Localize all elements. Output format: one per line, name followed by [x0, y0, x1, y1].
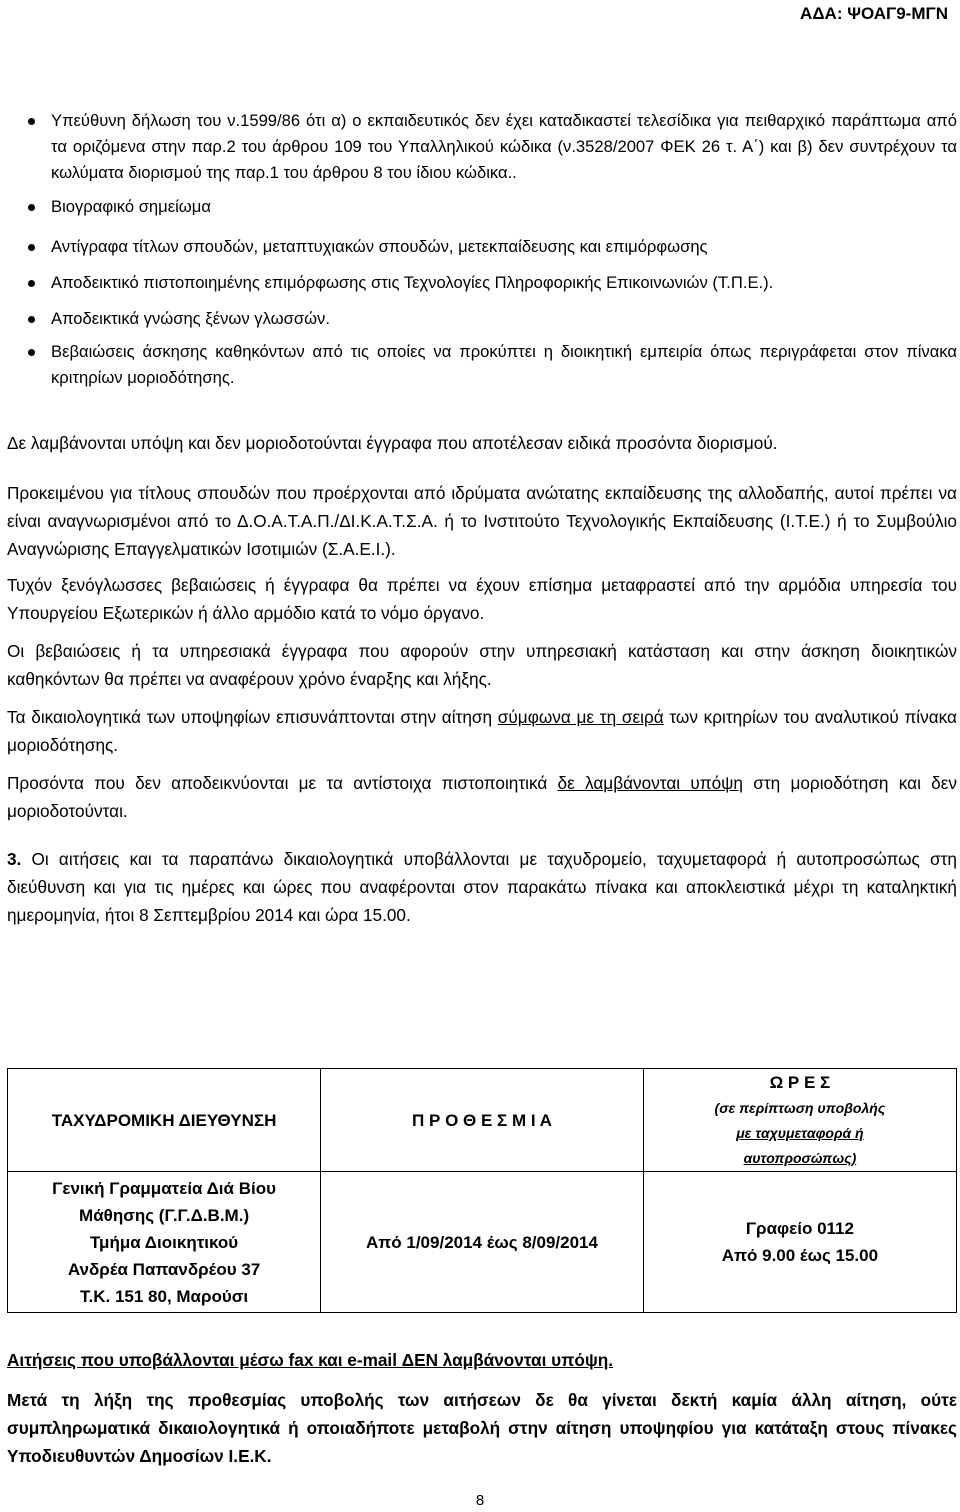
bullet-icon [28, 244, 35, 251]
page-number: 8 [475, 1492, 485, 1509]
paragraph-excluded: Δε λαμβάνονται υπόψη και δεν μοριοδοτούνται έγγραφα που αποτέλεσαν ειδικά προσόντα διορισμού. [7, 433, 778, 453]
header-hours: Ω Ρ Ε Σ (σε περίπτωση υποβολής με ταχυμεταφορά ή αυτοπροσώπως) [643, 1069, 956, 1172]
list-item: Αντίγραφα τίτλων σπουδών, μεταπτυχιακών σπουδών, μετεκπαίδευσης και επιμόρφωσης [7, 234, 957, 260]
bullet-icon [28, 280, 35, 287]
table-header-row [8, 1069, 957, 1172]
ada-code: ΑΔΑ: ΨΟΑΓ9-ΜΓΝ [800, 4, 948, 23]
paragraph-service-docs: Οι βεβαιώσεις ή τα υπηρεσιακά έγγραφα που αφορούν στην υπηρεσιακή κατάσταση και στην άσκηση διοικητικών καθηκόντων θα πρέπει να αναφέρουν χρόνο έναρξης και λήξης. [7, 641, 957, 689]
paragraph-attachment-order: Τα δικαιολογητικά των υποψηφίων επισυνάπτονται στην αίτηση σύμφωνα με τη σειρά των κριτηρίων του αναλυτικού πίνακα μοριοδότησης. [7, 707, 957, 755]
bullet-icon [28, 118, 35, 125]
cell-deadline: Από 1/09/2014 έως 8/09/2014 [321, 1172, 644, 1313]
list-item: Υπεύθυνη δήλωση του ν.1599/86 ότι α) ο εκπαιδευτικός δεν έχει καταδικαστεί τελεσίδικα για πειθαρχικό παράπτωμα από τα οριζόμενα στην παρ.2 του άρθρου 109 του Υπαλληλικού κώδικα (ν.3528/2007 ΦΕΚ 26 τ. Α΄) και β) δεν συντρέχουν τα κωλύματα διορισμού της παρ.1 του άρθρου 8 του ίδιου κώδικα.. [7, 108, 957, 186]
list-item: Βιογραφικό σημείωμα [7, 194, 957, 220]
list-item: Αποδεικτικά γνώσης ξένων γλωσσών. [7, 306, 957, 332]
fax-email-notice: Αιτήσεις που υποβάλλονται μέσω fax και e-mail ΔΕΝ λαμβάνονται υπόψη. [7, 1350, 614, 1370]
submission-table [7, 1068, 957, 1313]
header-deadline: Π Ρ Ο Θ Ε Σ Μ Ι Α [321, 1069, 644, 1172]
header-address: ΤΑΧΥΔΡΟΜΙΚΗ ΔΙΕΥΘΥΝΣΗ [8, 1069, 321, 1172]
paragraph-foreign-degrees: Προκειμένου για τίτλους σπουδών που προέρχονται από ιδρύματα ανώτατης εκπαίδευσης της αλλοδαπής, αυτοί πρέπει να είναι αναγνωρισμένοι από το Δ.Ο.Α.Τ.Α.Π./ΔΙ.Κ.Α.Τ.Σ.Α. ή το Ινστιτούτο Τεχνολογικής Εκπαίδευσης (Ι.Τ.Ε.) ή το Συμβούλιο Αναγνώρισης Επαγγελματικών Ισοτιμιών (Σ.Α.Ε.Ι.). [7, 483, 957, 559]
cell-address: Γενική Γραμματεία Διά Βίου Μάθησης (Γ.Γ.Δ.Β.Μ.) Τμήμα Διοικητικού Ανδρέα Παπανδρέου 37 Τ.Κ. 151 80, Μαρούσι [8, 1172, 321, 1313]
cell-hours: Γραφείο 0112 Από 9.00 έως 15.00 [643, 1172, 956, 1313]
paragraph-submission: 3. Οι αιτήσεις και τα παραπάνω δικαιολογητικά υποβάλλονται με ταχυδρομείο, ταχυμεταφορά ή αυτοπροσώπως στη διεύθυνση και για τις ημέρες και ώρες που αναφέρονται στον παρακάτω πίνακα και αποκλειστικά μέχρι τη καταληκτική ημερομηνία, ήτοι 8 Σεπτεμβρίου 2014 και ώρα 15.00. [7, 849, 957, 925]
final-notice: Μετά τη λήξη της προθεσμίας υποβολής των αιτήσεων δε θα γίνεται δεκτή καμία άλλη αίτηση, ούτε συμπληρωματικά δικαιολογητικά ή οποιαδήποτε μεταβολή στην αίτηση υποψηφίου για κατάταξη στους πίνακες Υποδιευθυντών Δημοσίων Ι.Ε.Κ. [7, 1390, 957, 1466]
table-row [8, 1172, 957, 1313]
bullet-icon [28, 204, 35, 211]
paragraph-translations: Τυχόν ξενόγλωσσες βεβαιώσεις ή έγγραφα θα πρέπει να έχουν επίσημα μεταφραστεί από την αρμόδια υπηρεσία του Υπουργείου Εξωτερικών ή άλλο αρμόδιο κατά το νόμο όργανο. [7, 575, 957, 623]
list-item: Αποδεικτικό πιστοποιημένης επιμόρφωσης στις Τεχνολογίες Πληροφορικής Επικοινωνιών (Τ.Π.Ε.). [7, 270, 957, 296]
document-body [7, 108, 957, 929]
bullet-icon [28, 316, 35, 323]
list-item: Βεβαιώσεις άσκησης καθηκόντων από τις οποίες να προκύπτει η διοικητική εμπειρία όπως περιγράφεται στον πίνακα κριτηρίων μοριοδότησης. [7, 339, 957, 391]
paragraph-unproven: Προσόντα που δεν αποδεικνύονται με τα αντίστοιχα πιστοποιητικά δε λαμβάνονται υπόψη στη μοριοδότηση και δεν μοριοδοτούνται. [7, 773, 957, 821]
required-documents-list [7, 108, 957, 391]
bullet-icon [28, 349, 35, 356]
